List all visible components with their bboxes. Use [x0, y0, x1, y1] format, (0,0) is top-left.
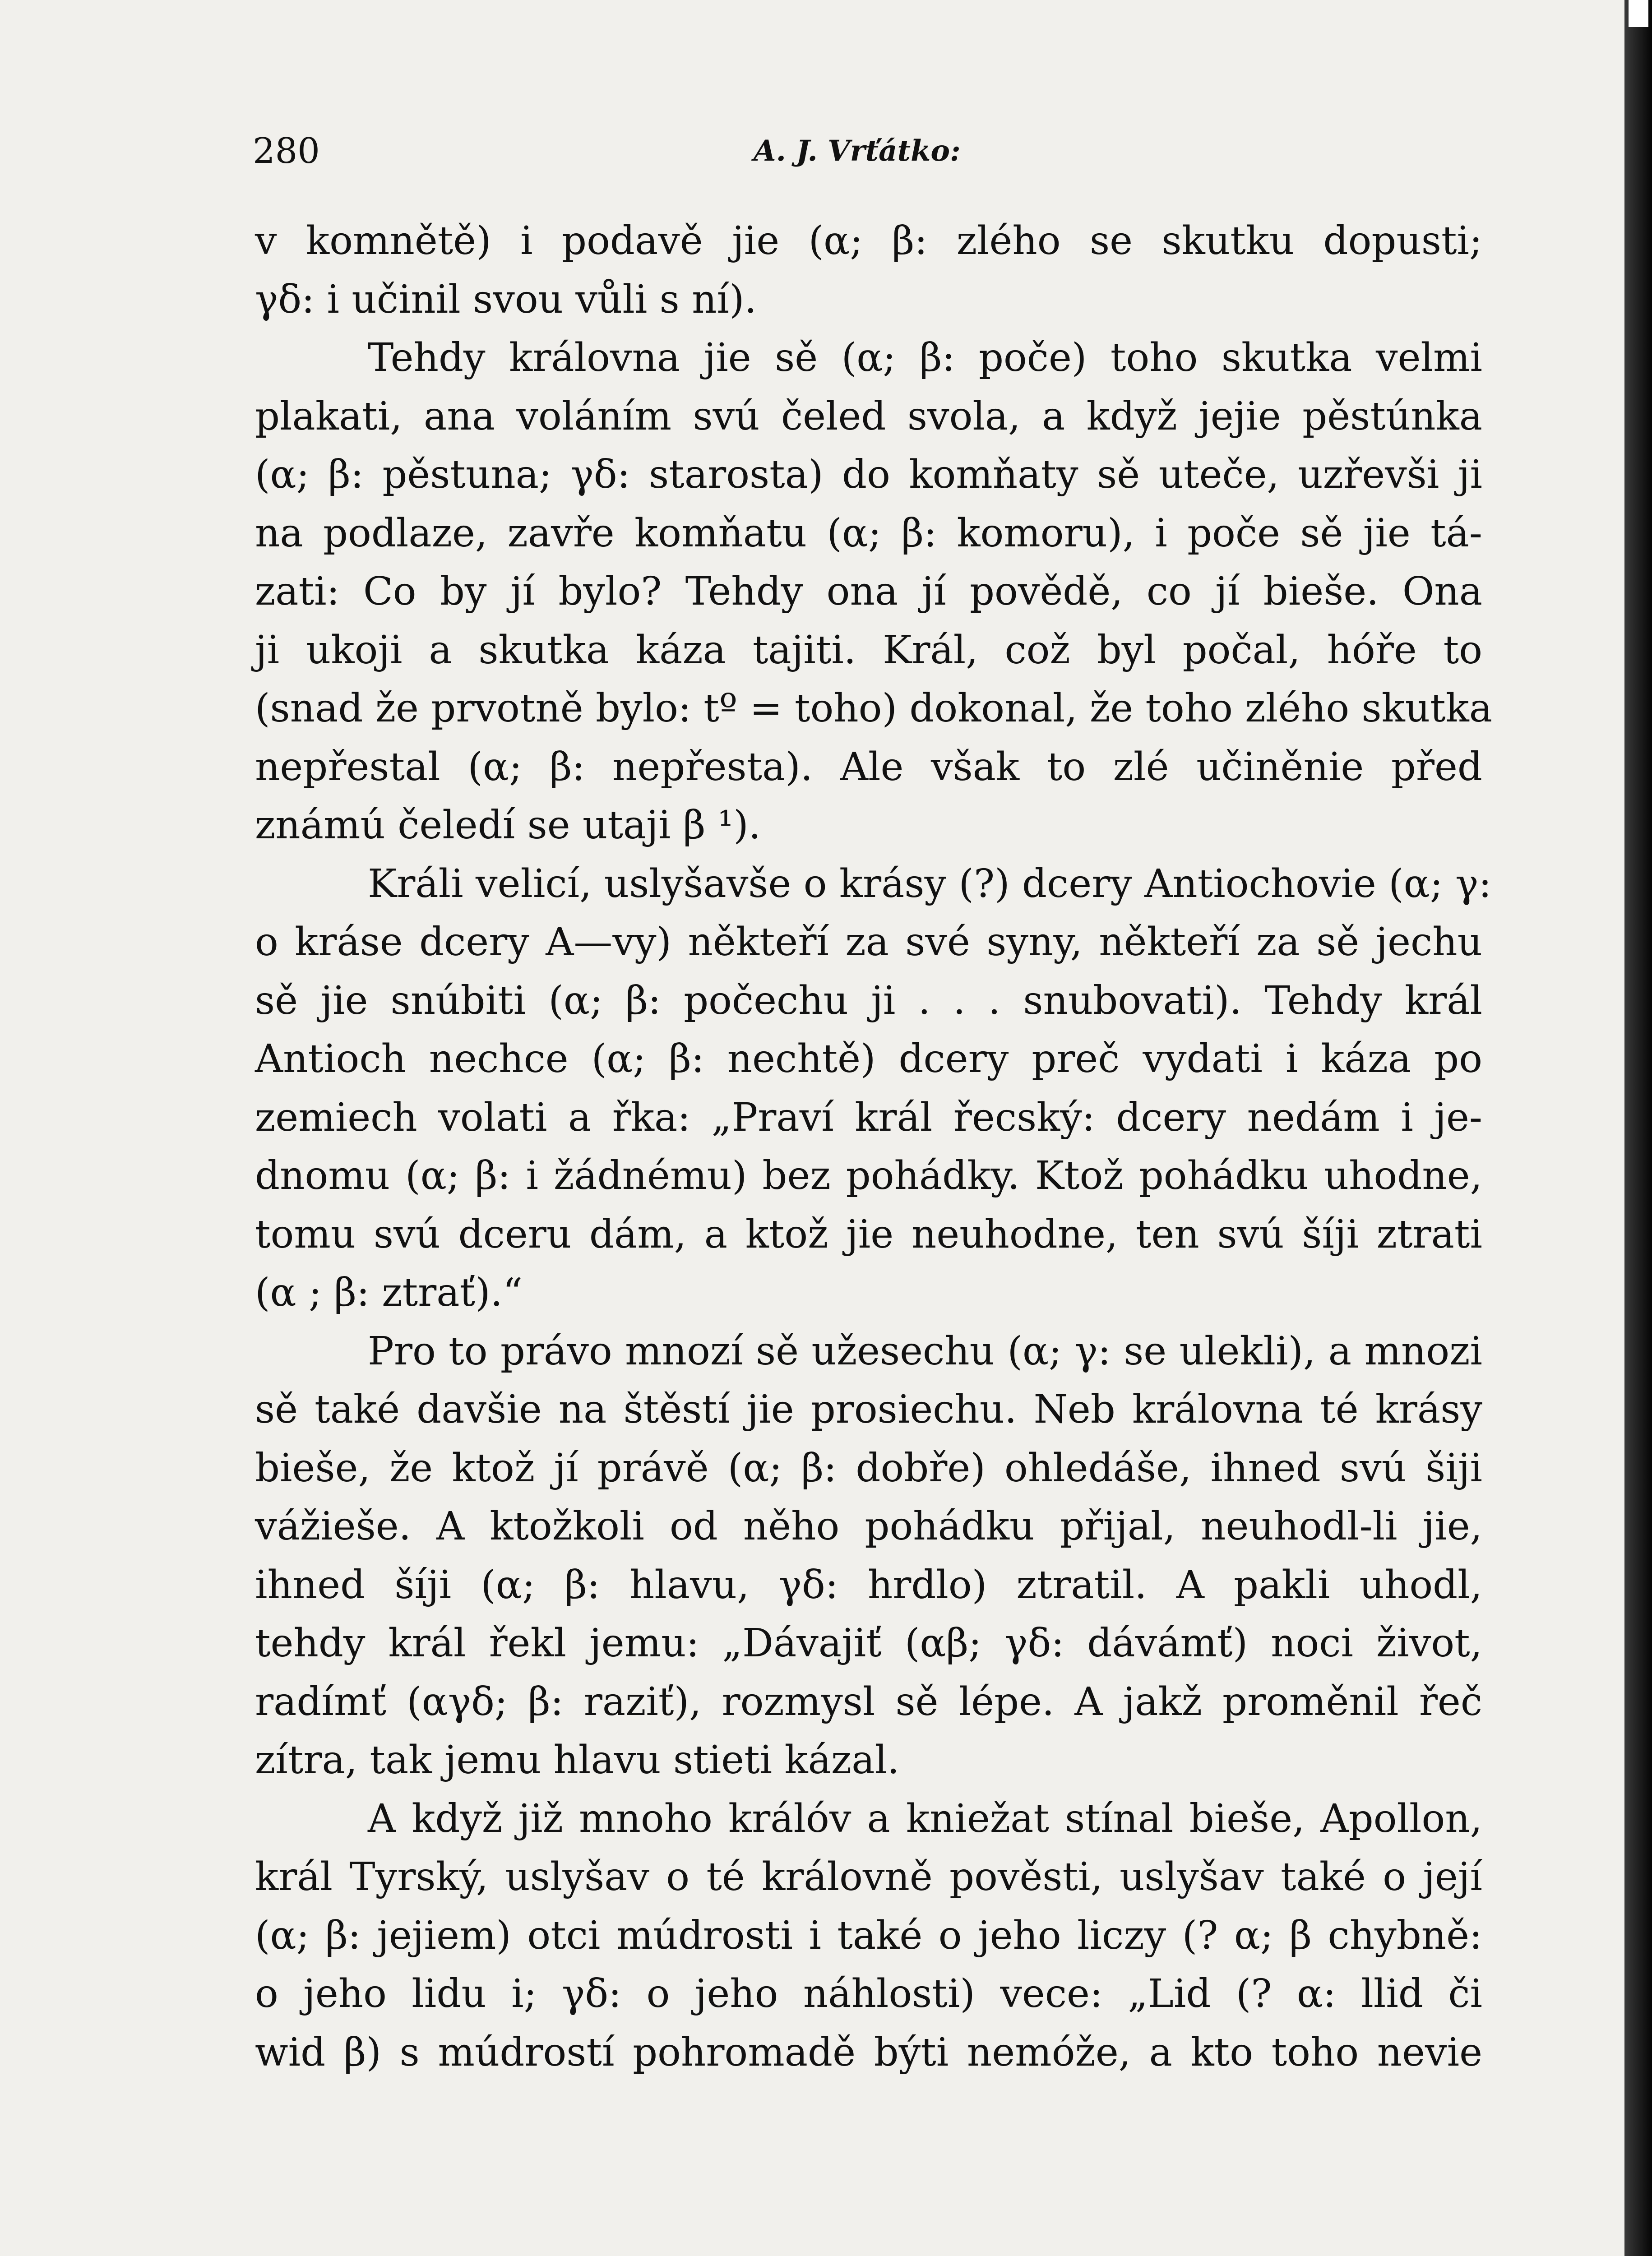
text-line: na podlaze, zavře komňatu (α; β: komoru), i poče sě jie tá- [255, 510, 1482, 556]
text-line: sě také davšie na štěstí jie prosiechu. Neb královna té krásy [255, 1387, 1482, 1432]
text-line: v komnětě) i podavě jie (α; β: zlého se skutku dopusti; [255, 218, 1482, 264]
text-line: Králi velicí, uslyšavše o krásy (?) dcery Antiochovie (α; γ: [368, 861, 1492, 906]
text-line: tomu svú dceru dám, a ktož jie neuhodne, ten svú šíji ztrati [255, 1211, 1482, 1257]
text-line: o jeho lidu i; γδ: o jeho náhlosti) vece: „Lid (? α: llid či [255, 1971, 1482, 2016]
text-line: zítra, tak jemu hlavu stieti kázal. [255, 1738, 900, 1783]
text-line: (α ; β: ztrať).“ [255, 1270, 523, 1315]
text-line: (α; β: jejiem) otci múdrosti i také o jeho liczy (? α; β chybně: [255, 1913, 1482, 1958]
text-line: o kráse dcery A—vy) někteří za své syny, někteří za sě jechu [255, 920, 1482, 965]
running-head [253, 115, 1516, 187]
text-line: (α; β: pěstuna; γδ: starosta) do komňaty sě uteče, uzřevši ji [255, 452, 1482, 497]
scan-edge [1624, 0, 1652, 2256]
text-line: zati: Co by jí bylo? Tehdy ona jí povědě, co jí bieše. Ona [255, 569, 1482, 614]
text-line: král Tyrský, uslyšav o té královně pověsti, uslyšav také o její [255, 1854, 1482, 1900]
text-line: dnomu (α; β: i žádnému) bez pohádky. Ktož pohádku uhodne, [255, 1153, 1482, 1198]
text-line: sě jie snúbiti (α; β: počechu ji . . . snubovati). Tehdy král [255, 978, 1482, 1023]
text-line: Pro to právo mnozí sě užesechu (α; γ: se ulekli), a mnozi [368, 1328, 1482, 1374]
body-text [255, 212, 1493, 2082]
scan-edge-notch [1629, 0, 1648, 27]
text-line: vážieše. A ktožkoli od něho pohádku přijal, neuhodl-li jie, [255, 1504, 1482, 1549]
text-line: známú čeledí se utaji β ¹). [255, 803, 761, 848]
running-title: A. J. Vrťátko: [754, 134, 961, 168]
text-line: zemiech volati a řka: „Praví král řecský: dcery nedám i je- [255, 1095, 1482, 1140]
text-line: Antioch nechce (α; β: nechtě) dcery preč vydati i káza po [255, 1036, 1482, 1082]
text-line: A když již mnoho králóv a kniežat stínal bieše, Apollon, [368, 1796, 1482, 1841]
text-line: radímť (αγδ; β: raziť), rozmysl sě lépe. A jakž proměnil řeč [255, 1679, 1482, 1724]
page-number: 280 [253, 131, 320, 171]
text-line: nepřestal (α; β: nepřesta). Ale však to zlé učiněnie před [255, 744, 1482, 790]
text-line: bieše, že ktož jí právě (α; β: dobře) ohledáše, ihned svú šiji [255, 1445, 1482, 1491]
text-line: ji ukoji a skutka káza tajiti. Král, což byl počal, hóře to [255, 627, 1482, 673]
text-line: tehdy král řekl jemu: „Dávajiť (αβ; γδ: dávámť) noci život, [255, 1621, 1482, 1666]
text-line: Tehdy královna jie sě (α; β: poče) toho skutka velmi [368, 335, 1482, 380]
text-line: γδ: i učinil svou vůli s ní). [255, 277, 757, 322]
text-line: plakati, ana voláním svú čeled svola, a když jejie pěstúnka [255, 393, 1482, 439]
text-line: (snad že prvotně bylo: tº = toho) dokonal, že toho zlého skutka [255, 686, 1493, 731]
text-line: ihned šíji (α; β: hlavu, γδ: hrdlo) ztratil. A pakli uhodl, [255, 1562, 1482, 1608]
text-line: wid β) s múdrostí pohromadě býti nemóže, a kto toho nevie [255, 2029, 1482, 2075]
